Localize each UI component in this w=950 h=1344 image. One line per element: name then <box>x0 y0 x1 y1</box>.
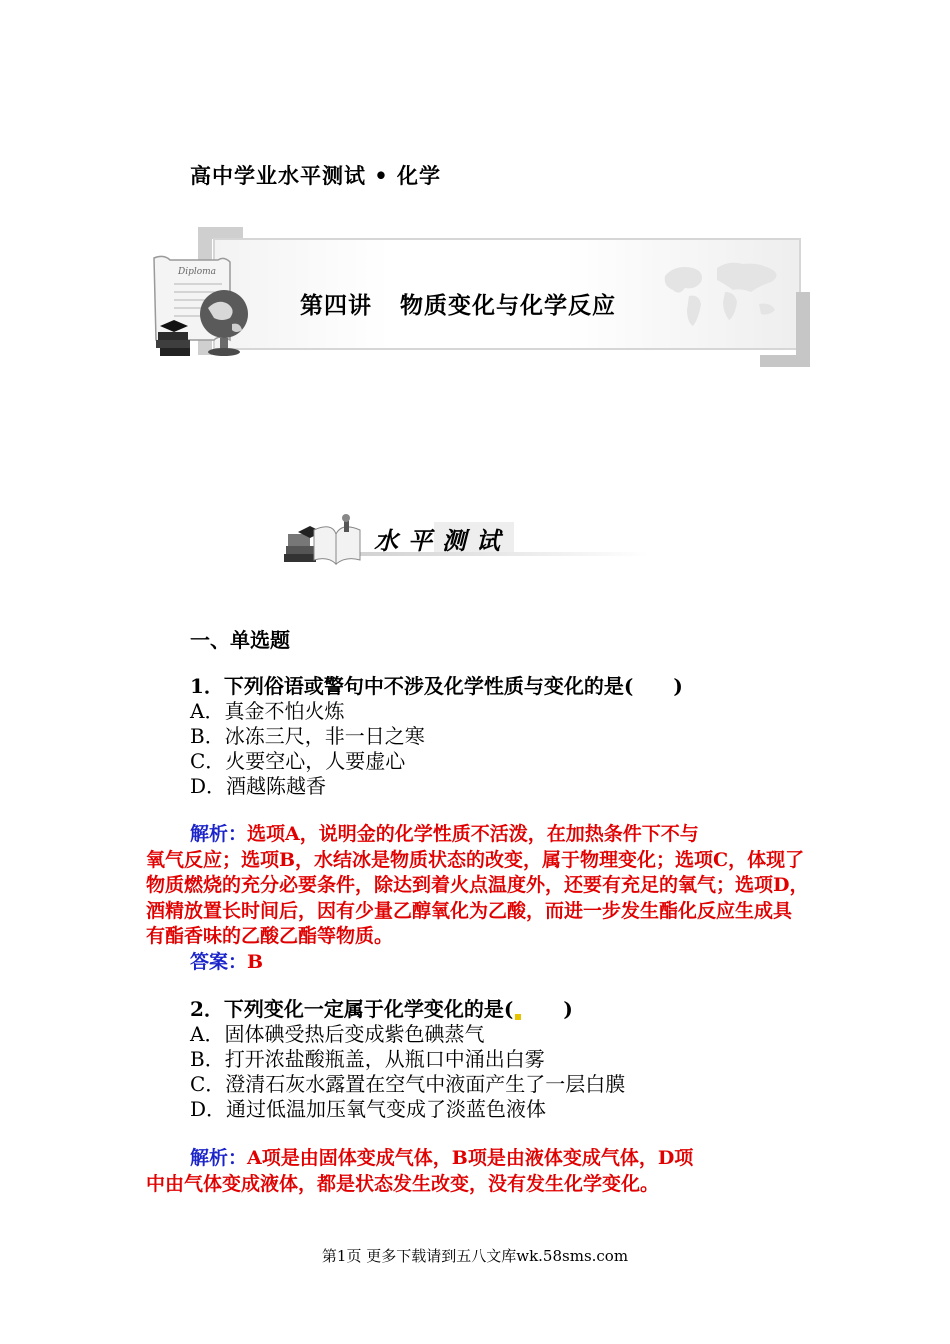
analysis-text-line1: 选项A，说明金的化学性质不活泼，在加热条件下不与 <box>247 823 699 845</box>
answer-label: 答案： <box>190 951 248 973</box>
question-1-option-d: D．酒越陈越香 <box>190 774 327 798</box>
analysis-label: 解析： <box>190 823 248 845</box>
analysis-label: 解析： <box>190 1147 248 1169</box>
diploma-label: Diploma <box>178 267 217 277</box>
question-2-option-d: D．通过低温加压氧气变成了淡蓝色液体 <box>190 1097 547 1121</box>
analysis-text-line1: A项是由固体变成气体，B项是由液体变成气体，D项 <box>247 1147 694 1169</box>
question-2-stem: 2．下列变化一定属于化学变化的是( ) <box>190 997 573 1021</box>
section-title: 一、单选题 <box>190 628 290 652</box>
world-map-icon <box>655 246 795 346</box>
lecture-topic: 物质变化与化学反应 <box>400 292 616 319</box>
question-1-option-a: A．真金不怕火炼 <box>190 699 345 723</box>
question-1-option-b: B．冰冻三尺，非一日之寒 <box>190 724 425 748</box>
question-1 <box>190 674 683 799</box>
analysis-text-rest: 氧气反应；选项B，水结冰是物质状态的改变，属于物理变化；选项C，体现了物质燃烧的充分必要条件，除达到着火点温度外，还要有充足的氧气；选项D，酒精放置长时间后，因有少量乙醇氧化为乙酸，而进一步发生酯化反应生成具有酯香味的乙酸乙酯等物质。 <box>146 848 809 947</box>
analysis-text-rest: 中由气体变成液体，都是状态发生改变，没有发生化学变化。 <box>146 1172 660 1195</box>
answer-value: B <box>247 951 264 973</box>
section-badge-label: 水平测试 <box>374 526 510 555</box>
question-2-analysis <box>146 1146 810 1197</box>
page-footer: 第1页 更多下载请到五八文库wk.58sms.com <box>321 1247 629 1265</box>
question-1-stem: 1．下列俗语或警句中不涉及化学性质与变化的是( ) <box>190 674 683 698</box>
question-2-option-a: A．固体碘受热后变成紫色碘蒸气 <box>190 1022 485 1046</box>
lecture-number: 第四讲 <box>300 292 372 319</box>
question-2 <box>190 997 625 1122</box>
question-1-analysis <box>146 822 810 950</box>
text-cursor-marker <box>515 1014 521 1020</box>
question-1-option-c: C．火要空心，人要虚心 <box>190 749 406 773</box>
question-1-answer <box>190 947 263 974</box>
page-header-title: 高中学业水平测试 • 化学 <box>190 163 442 188</box>
question-2-option-c: C．澄清石灰水露置在空气中液面产生了一层白膜 <box>190 1072 626 1096</box>
banner-frame-bottom <box>760 355 810 367</box>
lecture-title <box>300 287 616 320</box>
question-2-option-b: B．打开浓盐酸瓶盖，从瓶口中涌出白雾 <box>190 1047 545 1071</box>
diploma-globe-icon <box>148 252 258 362</box>
